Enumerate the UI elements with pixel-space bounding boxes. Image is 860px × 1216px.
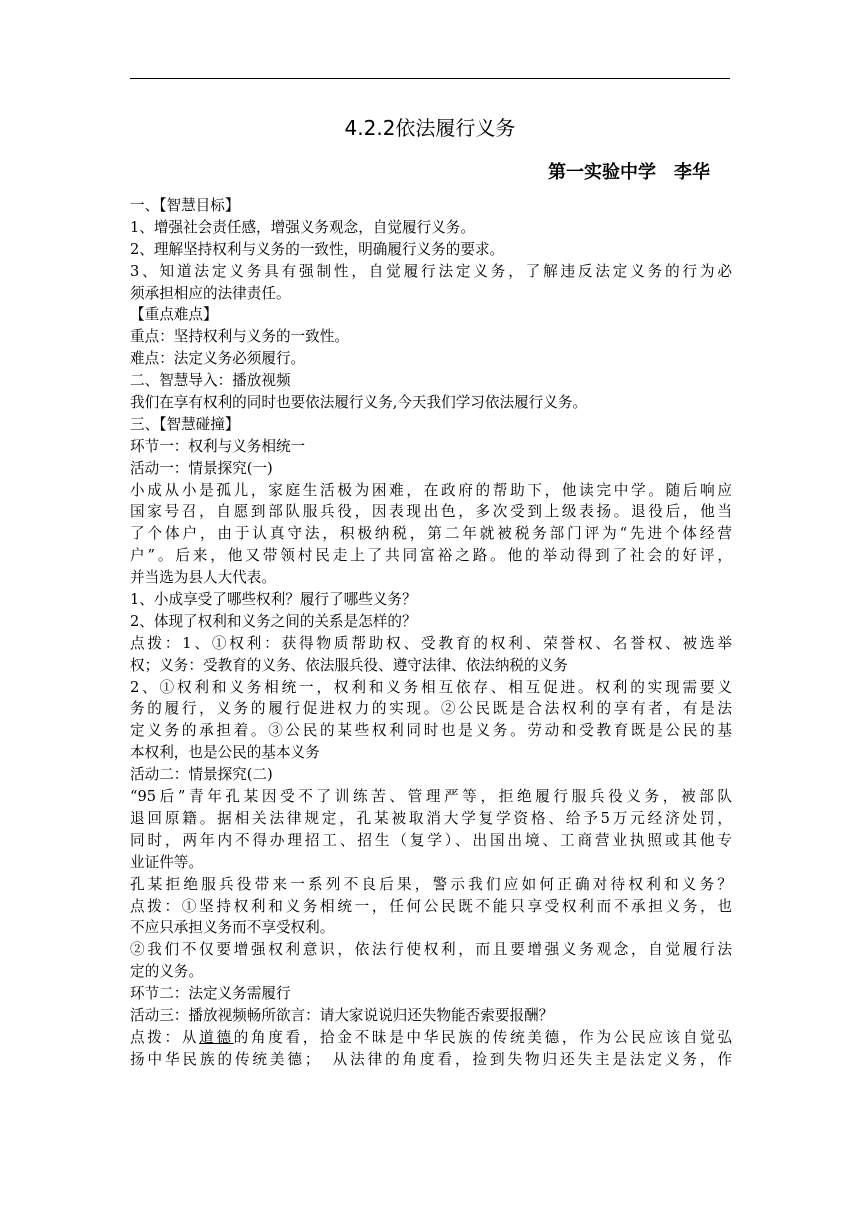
text-line: 定义务的承担着。③公民的某些权利同时也是义务。劳动和受教育既是公民的基 <box>130 722 732 740</box>
text-line: 须承担相应的法律责任。 <box>130 284 291 302</box>
underlined-term: 道德 <box>199 1028 234 1046</box>
text-line: 我们在享有权利的同时也要依法履行义务,今天我们学习依法履行义务。 <box>130 394 588 412</box>
text-line <box>130 1027 732 1049</box>
text-line: 不应只承担义务而不享受权利。 <box>130 919 335 937</box>
document-title: 4.2.2依法履行义务 <box>344 116 516 140</box>
text-line: 活动一：情景探究(一) <box>130 459 273 477</box>
text-line: 二、智慧导入：播放视频 <box>130 372 291 390</box>
text-segment: 点拨：从 <box>130 1028 200 1046</box>
text-line: ②我们不仅要增强权利意识，依法行使权利，而且要增强义务观念，自觉履行法 <box>130 941 732 959</box>
text-line: 3、知道法定义务具有强制性，自觉履行法定义务，了解违反法定义务的行为必 <box>130 262 732 280</box>
text-line: 扬中华民族的传统美德； 从法律的角度看，捡到失物归还失主是法定义务，作 <box>130 1050 732 1068</box>
text-line: “95后”青年孔某因受不了训练苦、管理严等，拒绝履行服兵役义务，被部队 <box>130 788 732 806</box>
text-line: 国家号召，自愿到部队服兵役，因表现出色，多次受到上级表扬。退役后，他当 <box>130 503 732 521</box>
text-line: 退回原籍。据相关法律规定，孔某被取消大学复学资格、给予5万元经济处罚， <box>130 809 732 827</box>
text-line: 2、①权利和义务相统一，权利和义务相互依存、相互促进。权利的实现需要义 <box>130 678 732 696</box>
text-line: 环节一：权利与义务相统一 <box>130 437 306 455</box>
text-line: 同时，两年内不得办理招工、招生（复学）、出国出境、工商营业执照或其他专 <box>130 831 732 849</box>
text-line: 重点：坚持权利与义务的一致性。 <box>130 328 349 346</box>
text-line: 2、体现了权利和义务之间的关系是怎样的？ <box>130 612 417 630</box>
text-line: 2、理解坚持权利与义务的一致性，明确履行义务的要求。 <box>130 240 505 258</box>
text-line: 活动三：播放视频畅所欲言：请大家说说归还失物能否索要报酬？ <box>130 1006 554 1024</box>
text-line: 【重点难点】 <box>130 306 218 324</box>
text-line: 环节二：法定义务需履行 <box>130 985 291 1003</box>
text-line: 三、【智慧碰撞】 <box>130 415 240 433</box>
text-line: 一、【智慧目标】 <box>130 197 240 214</box>
text-line: 了个体户，由于认真守法，积极纳税，第二年就被税务部门评为“先进个体经营 <box>130 525 732 543</box>
author-line: 第一实验中学 李华 <box>548 162 710 183</box>
text-line: 活动二：情景探究(二) <box>130 766 273 784</box>
text-line: 并当选为县人大代表。 <box>130 569 276 587</box>
document-body <box>130 195 732 1071</box>
text-line: 权；义务：受教育的义务、依法服兵役、遵守法律、依法纳税的义务 <box>130 656 568 674</box>
text-line: 本权利，也是公民的基本义务 <box>130 744 320 762</box>
text-line: 1、小成享受了哪些权利？履行了哪些义务？ <box>130 591 417 609</box>
header-rule <box>130 78 730 79</box>
text-line: 户”。后来，他又带领村民走上了共同富裕之路。他的举动得到了社会的好评， <box>130 547 732 565</box>
text-line: 业证件等。 <box>130 853 203 871</box>
text-line: 务的履行，义务的履行促进权力的实现。②公民既是合法权利的享有者，有是法 <box>130 700 732 718</box>
text-line: 1、增强社会责任感，增强义务观念，自觉履行义务。 <box>130 218 475 236</box>
text-line: 点拨：1、①权利：获得物质帮助权、受教育的权利、荣誉权、名誉权、被选举 <box>130 634 732 652</box>
text-line: 定的义务。 <box>130 963 203 981</box>
text-line: 孔某拒绝服兵役带来一系列不良后果，警示我们应如何正确对待权利和义务？ <box>130 875 732 893</box>
text-line: 难点：法定义务必须履行。 <box>130 350 306 368</box>
text-line: 小成从小是孤儿，家庭生活极为困难，在政府的帮助下，他读完中学。随后响应 <box>130 481 732 499</box>
text-line: 点拨：①坚持权利和义务相统一，任何公民既不能只享受权利而不承担义务，也 <box>130 897 732 915</box>
text-segment: 的角度看，拾金不昧是中华民族的传统美德，作为公民应该自觉弘 <box>233 1028 732 1046</box>
